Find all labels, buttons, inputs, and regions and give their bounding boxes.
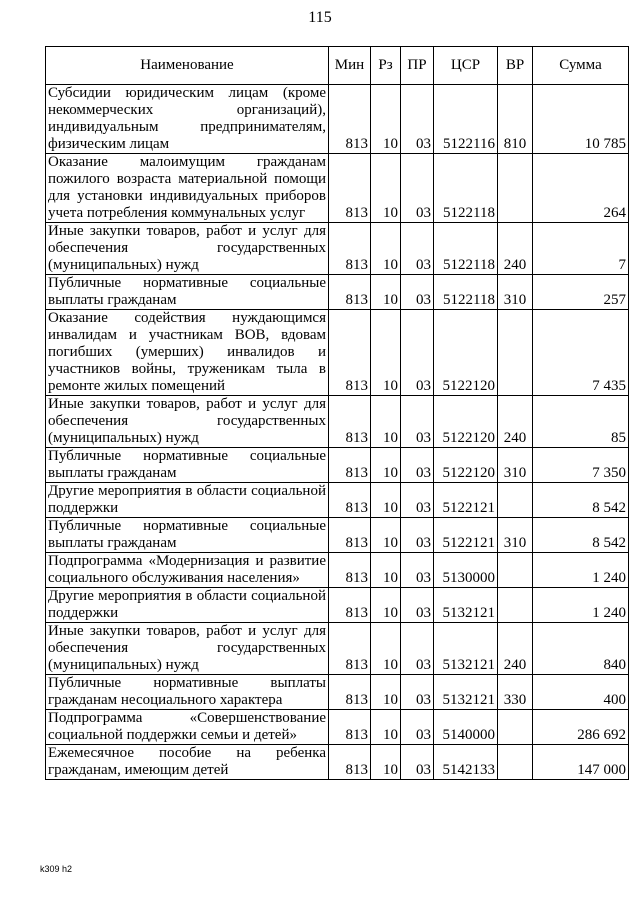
row-vr: 240	[498, 623, 533, 675]
row-name: Подпрограмма «Модернизация и развитие социального обслуживания населения»	[46, 553, 329, 588]
row-min: 813	[329, 483, 371, 518]
row-csr: 5122120	[434, 396, 498, 448]
row-rz: 10	[371, 396, 401, 448]
table-row	[46, 275, 629, 310]
row-min: 813	[329, 85, 371, 154]
row-vr	[498, 745, 533, 780]
row-name: Подпрограмма «Совершенствование социальной поддержки семьи и детей»	[46, 710, 329, 745]
row-csr: 5122116	[434, 85, 498, 154]
row-vr: 810	[498, 85, 533, 154]
row-rz: 10	[371, 623, 401, 675]
row-vr	[498, 310, 533, 396]
table-row	[46, 518, 629, 553]
row-name: Публичные нормативные выплаты гражданам несоциального характера	[46, 675, 329, 710]
row-pr: 03	[401, 154, 434, 223]
row-sum: 1 240	[533, 588, 629, 623]
row-min: 813	[329, 275, 371, 310]
table-row	[46, 85, 629, 154]
row-sum: 264	[533, 154, 629, 223]
row-pr: 03	[401, 553, 434, 588]
row-pr: 03	[401, 675, 434, 710]
row-rz: 10	[371, 588, 401, 623]
row-rz: 10	[371, 310, 401, 396]
row-name: Оказание малоимущим гражданам пожилого возраста материальной помощи для установки индивидуальных приборов учета потребления коммунальных услуг	[46, 154, 329, 223]
table-row	[46, 588, 629, 623]
row-vr: 310	[498, 518, 533, 553]
row-rz: 10	[371, 154, 401, 223]
row-rz: 10	[371, 448, 401, 483]
row-sum: 7 435	[533, 310, 629, 396]
row-csr: 5122120	[434, 310, 498, 396]
row-pr: 03	[401, 745, 434, 780]
row-sum: 286 692	[533, 710, 629, 745]
row-sum: 1 240	[533, 553, 629, 588]
row-rz: 10	[371, 553, 401, 588]
row-name: Другие мероприятия в области социальной поддержки	[46, 588, 329, 623]
row-vr	[498, 483, 533, 518]
row-name: Публичные нормативные социальные выплаты гражданам	[46, 518, 329, 553]
row-min: 813	[329, 745, 371, 780]
table-row	[46, 310, 629, 396]
header-rz: Рз	[371, 47, 401, 85]
row-rz: 10	[371, 223, 401, 275]
header-vr: ВР	[498, 47, 533, 85]
header-name: Наименование	[46, 47, 329, 85]
row-rz: 10	[371, 710, 401, 745]
row-name: Иные закупки товаров, работ и услуг для обеспечения государственных (муниципальных) нужд	[46, 223, 329, 275]
row-pr: 03	[401, 588, 434, 623]
row-pr: 03	[401, 623, 434, 675]
table-row	[46, 710, 629, 745]
row-name: Другие мероприятия в области социальной поддержки	[46, 483, 329, 518]
row-sum: 8 542	[533, 518, 629, 553]
row-min: 813	[329, 710, 371, 745]
row-sum: 7 350	[533, 448, 629, 483]
row-min: 813	[329, 310, 371, 396]
row-min: 813	[329, 154, 371, 223]
row-min: 813	[329, 396, 371, 448]
footer-code: k309 h2	[40, 864, 73, 874]
header-min: Мин	[329, 47, 371, 85]
row-sum: 8 542	[533, 483, 629, 518]
row-pr: 03	[401, 396, 434, 448]
row-csr: 5122118	[434, 223, 498, 275]
row-csr: 5122120	[434, 448, 498, 483]
row-sum: 257	[533, 275, 629, 310]
row-vr: 310	[498, 275, 533, 310]
row-min: 813	[329, 588, 371, 623]
row-name: Публичные нормативные социальные выплаты гражданам	[46, 448, 329, 483]
row-rz: 10	[371, 85, 401, 154]
row-rz: 10	[371, 518, 401, 553]
row-name: Иные закупки товаров, работ и услуг для обеспечения государственных (муниципальных) нужд	[46, 396, 329, 448]
row-csr: 5130000	[434, 553, 498, 588]
row-vr: 310	[498, 448, 533, 483]
row-pr: 03	[401, 275, 434, 310]
table-row	[46, 223, 629, 275]
row-pr: 03	[401, 310, 434, 396]
row-min: 813	[329, 623, 371, 675]
row-rz: 10	[371, 275, 401, 310]
row-csr: 5122118	[434, 154, 498, 223]
row-min: 813	[329, 223, 371, 275]
row-pr: 03	[401, 483, 434, 518]
row-name: Иные закупки товаров, работ и услуг для обеспечения государственных (муниципальных) нужд	[46, 623, 329, 675]
table-row	[46, 553, 629, 588]
row-vr: 240	[498, 396, 533, 448]
row-vr: 330	[498, 675, 533, 710]
row-min: 813	[329, 675, 371, 710]
table-row	[46, 745, 629, 780]
row-vr: 240	[498, 223, 533, 275]
page-number: 115	[308, 9, 332, 26]
row-rz: 10	[371, 483, 401, 518]
table-row	[46, 396, 629, 448]
row-sum: 85	[533, 396, 629, 448]
row-csr: 5132121	[434, 588, 498, 623]
row-sum: 7	[533, 223, 629, 275]
row-sum: 147 000	[533, 745, 629, 780]
row-pr: 03	[401, 223, 434, 275]
row-csr: 5122118	[434, 275, 498, 310]
budget-table	[45, 46, 629, 780]
table-row	[46, 154, 629, 223]
row-vr	[498, 154, 533, 223]
table-row	[46, 623, 629, 675]
row-pr: 03	[401, 710, 434, 745]
row-sum: 840	[533, 623, 629, 675]
row-csr: 5132121	[434, 675, 498, 710]
row-csr: 5140000	[434, 710, 498, 745]
header-csr: ЦСР	[434, 47, 498, 85]
row-sum: 10 785	[533, 85, 629, 154]
row-pr: 03	[401, 518, 434, 553]
row-name: Субсидии юридическим лицам (кроме некоммерческих организаций), индивидуальным предпринимателям, физическим лицам	[46, 85, 329, 154]
row-min: 813	[329, 448, 371, 483]
row-min: 813	[329, 553, 371, 588]
table-row	[46, 675, 629, 710]
table-header-row	[46, 47, 629, 85]
row-csr: 5122121	[434, 483, 498, 518]
row-pr: 03	[401, 85, 434, 154]
row-sum: 400	[533, 675, 629, 710]
header-pr: ПР	[401, 47, 434, 85]
row-csr: 5132121	[434, 623, 498, 675]
row-rz: 10	[371, 745, 401, 780]
row-name: Публичные нормативные социальные выплаты гражданам	[46, 275, 329, 310]
row-vr	[498, 710, 533, 745]
row-min: 813	[329, 518, 371, 553]
row-csr: 5142133	[434, 745, 498, 780]
table-row	[46, 448, 629, 483]
row-pr: 03	[401, 448, 434, 483]
row-name: Ежемесячное пособие на ребенка гражданам, имеющим детей	[46, 745, 329, 780]
table-row	[46, 483, 629, 518]
row-rz: 10	[371, 675, 401, 710]
row-name: Оказание содействия нуждающимся инвалидам и участникам ВОВ, вдовам погибших (умерших) инвалидов и участников войны, труженикам тыла в ремонте жилых помещений	[46, 310, 329, 396]
row-vr	[498, 553, 533, 588]
row-vr	[498, 588, 533, 623]
header-sum: Сумма	[533, 47, 629, 85]
row-csr: 5122121	[434, 518, 498, 553]
